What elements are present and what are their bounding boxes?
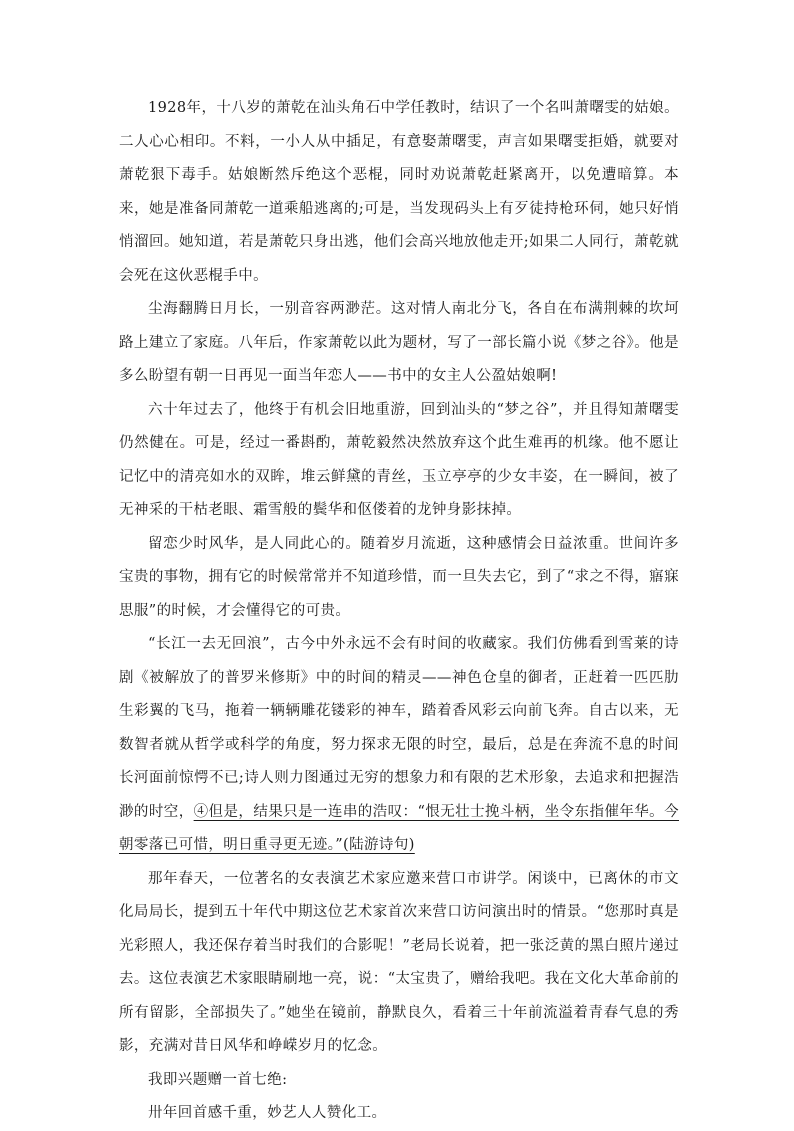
poem-line-1: 卅年回首感千重，妙艺人人赞化工。 xyxy=(148,1105,387,1121)
paragraph-1: 1928年，十八岁的萧乾在汕头角石中学任教时，结识了一个名叫萧曙雯的姑娘。二人心心相印。不料，一小人从中插足，有意娶萧曙雯，声言如果曙雯拒婚，就要对萧乾狠下毒手。姑娘断然斥绝这个恶棍，同时劝说萧乾赶紧离开，以免遭暗算。本来，她是准备同萧乾一道乘船逃离的;可是，当发现码头上有歹徒持枪环伺，她只好悄悄溜回。她知道，若是萧乾只身出逃，他们会高兴地放他走开;如果二人同行，萧乾就会死在这伙恶棍手中。 xyxy=(119,100,679,284)
document-body xyxy=(119,92,679,1131)
paragraph-6: 那年春天，一位著名的女表演艺术家应邀来营口市讲学。闲谈中，已离休的市文化局局长，提到五十年代中期这位艺术家首次来营口访问演出时的情景。“您那时真是光彩照人，我还保存着当时我们的合影呢！”老局长说着，把一张泛黄的黑白照片递过去。这位表演艺术家眼睛刷地一亮，说：“太宝贵了，赠给我吧。我在文化大革命前的所有留影，全部损失了。”她坐在镜前，静默良久，看着三十年前流溢着青春气息的秀影，充满对昔日风华和峥嵘岁月的忆念。 xyxy=(119,870,679,1054)
paragraph-5-text: “长江一去无回浪”，古今中外永远不会有时间的收藏家。我们仿佛看到雪莱的诗剧《被解放了的普罗米修斯》中的时间的精灵——神色仓皇的御者，正赶着一匹匹肋生彩翼的飞马，拖着一辆辆雕花镂彩的神车，踏着香风彩云向前飞奔。自古以来，无数智者就从哲学或科学的角度，努力探求无限的时空，最后，总是在奔流不息的时间长河面前惊愕不已;诗人则力图通过无穷的想象力和有限的艺术形象，去追求和把握浩渺的时空， xyxy=(119,636,679,820)
paragraph-4: 留恋少时风华，是人同此心的。随着岁月流逝，这种感情会日益浓重。世间许多宝贵的事物，拥有它的时候常常并不知道珍惜，而一旦失去它，到了“求之不得，寤寐思服”的时候，才会懂得它的可贵。 xyxy=(119,535,679,619)
paragraph-7: 我即兴题赠一首七绝: xyxy=(148,1071,288,1088)
underlined-sentence-4: ④但是，结果只是一连串的浩叹：“恨无壮士挽斗柄，坐令东指催年华。今朝零落已可惜，明日重寻更无迹。”(陆游诗句) xyxy=(119,803,679,853)
paragraph-5 xyxy=(119,628,679,863)
paragraph-2: 尘海翻腾日月长，一别音容两渺茫。这对情人南北分飞，各自在布满荆棘的坎坷路上建立了家庭。八年后，作家萧乾以此为题材，写了一部长篇小说《梦之谷》。他是多么盼望有朝一日再见一面当年恋人——书中的女主人公盈姑娘啊! xyxy=(119,301,679,384)
paragraph-3: 六十年过去了，他终于有机会旧地重游，回到汕头的“梦之谷”，并且得知萧曙雯仍然健在。可是，经过一番斟酌，萧乾毅然决然放弃这个此生难再的机缘。他不愿让记忆中的清亮如水的双眸，堆云鲜黛的青丝，玉立亭亭的少女丰姿，在一瞬间，被了无神采的干枯老眼、霜雪般的鬓华和伛偻着的龙钟身影抹掉。 xyxy=(119,401,679,518)
